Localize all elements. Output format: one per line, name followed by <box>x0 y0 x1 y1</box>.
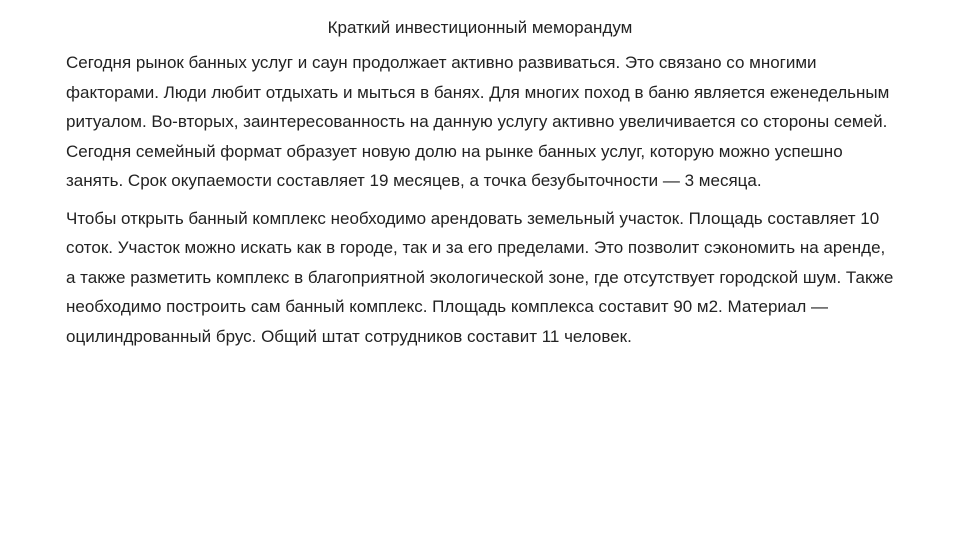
slide-title: Краткий инвестиционный меморандум <box>327 18 633 37</box>
paragraph-market-overview: Сегодня рынок банных услуг и саун продолжает активно развиваться. Это связано со многими факторами. Люди любит отдыхать и мыться в банях. Для многих поход в баню является еженедельным ритуалом. Во-вторых, заинтересованность на данную услугу активно увеличивается со стороны семей. Сегодня семейный формат образует новую долю на рынке банных услуг, которую можно успешно занять. Срок окупаемости составляет 19 месяцев, а точка безубыточности — 3 месяца. <box>66 53 890 190</box>
paragraph-setup-requirements: Чтобы открыть банный комплекс необходимо арендовать земельный участок. Площадь составляет 10 соток. Участок можно искать как в городе, так и за его пределами. Это позволит сэкономить на аренде, а также разметить комплекс в благоприятной экологической зоне, где отсутствует городской шум. Также необходимо построить сам банный комплекс. Площадь комплекса составит 90 м2. Материал — оцилиндрованный брус. Общий штат сотрудников составит 11 человек. <box>66 208 894 346</box>
slide-body <box>66 48 896 351</box>
